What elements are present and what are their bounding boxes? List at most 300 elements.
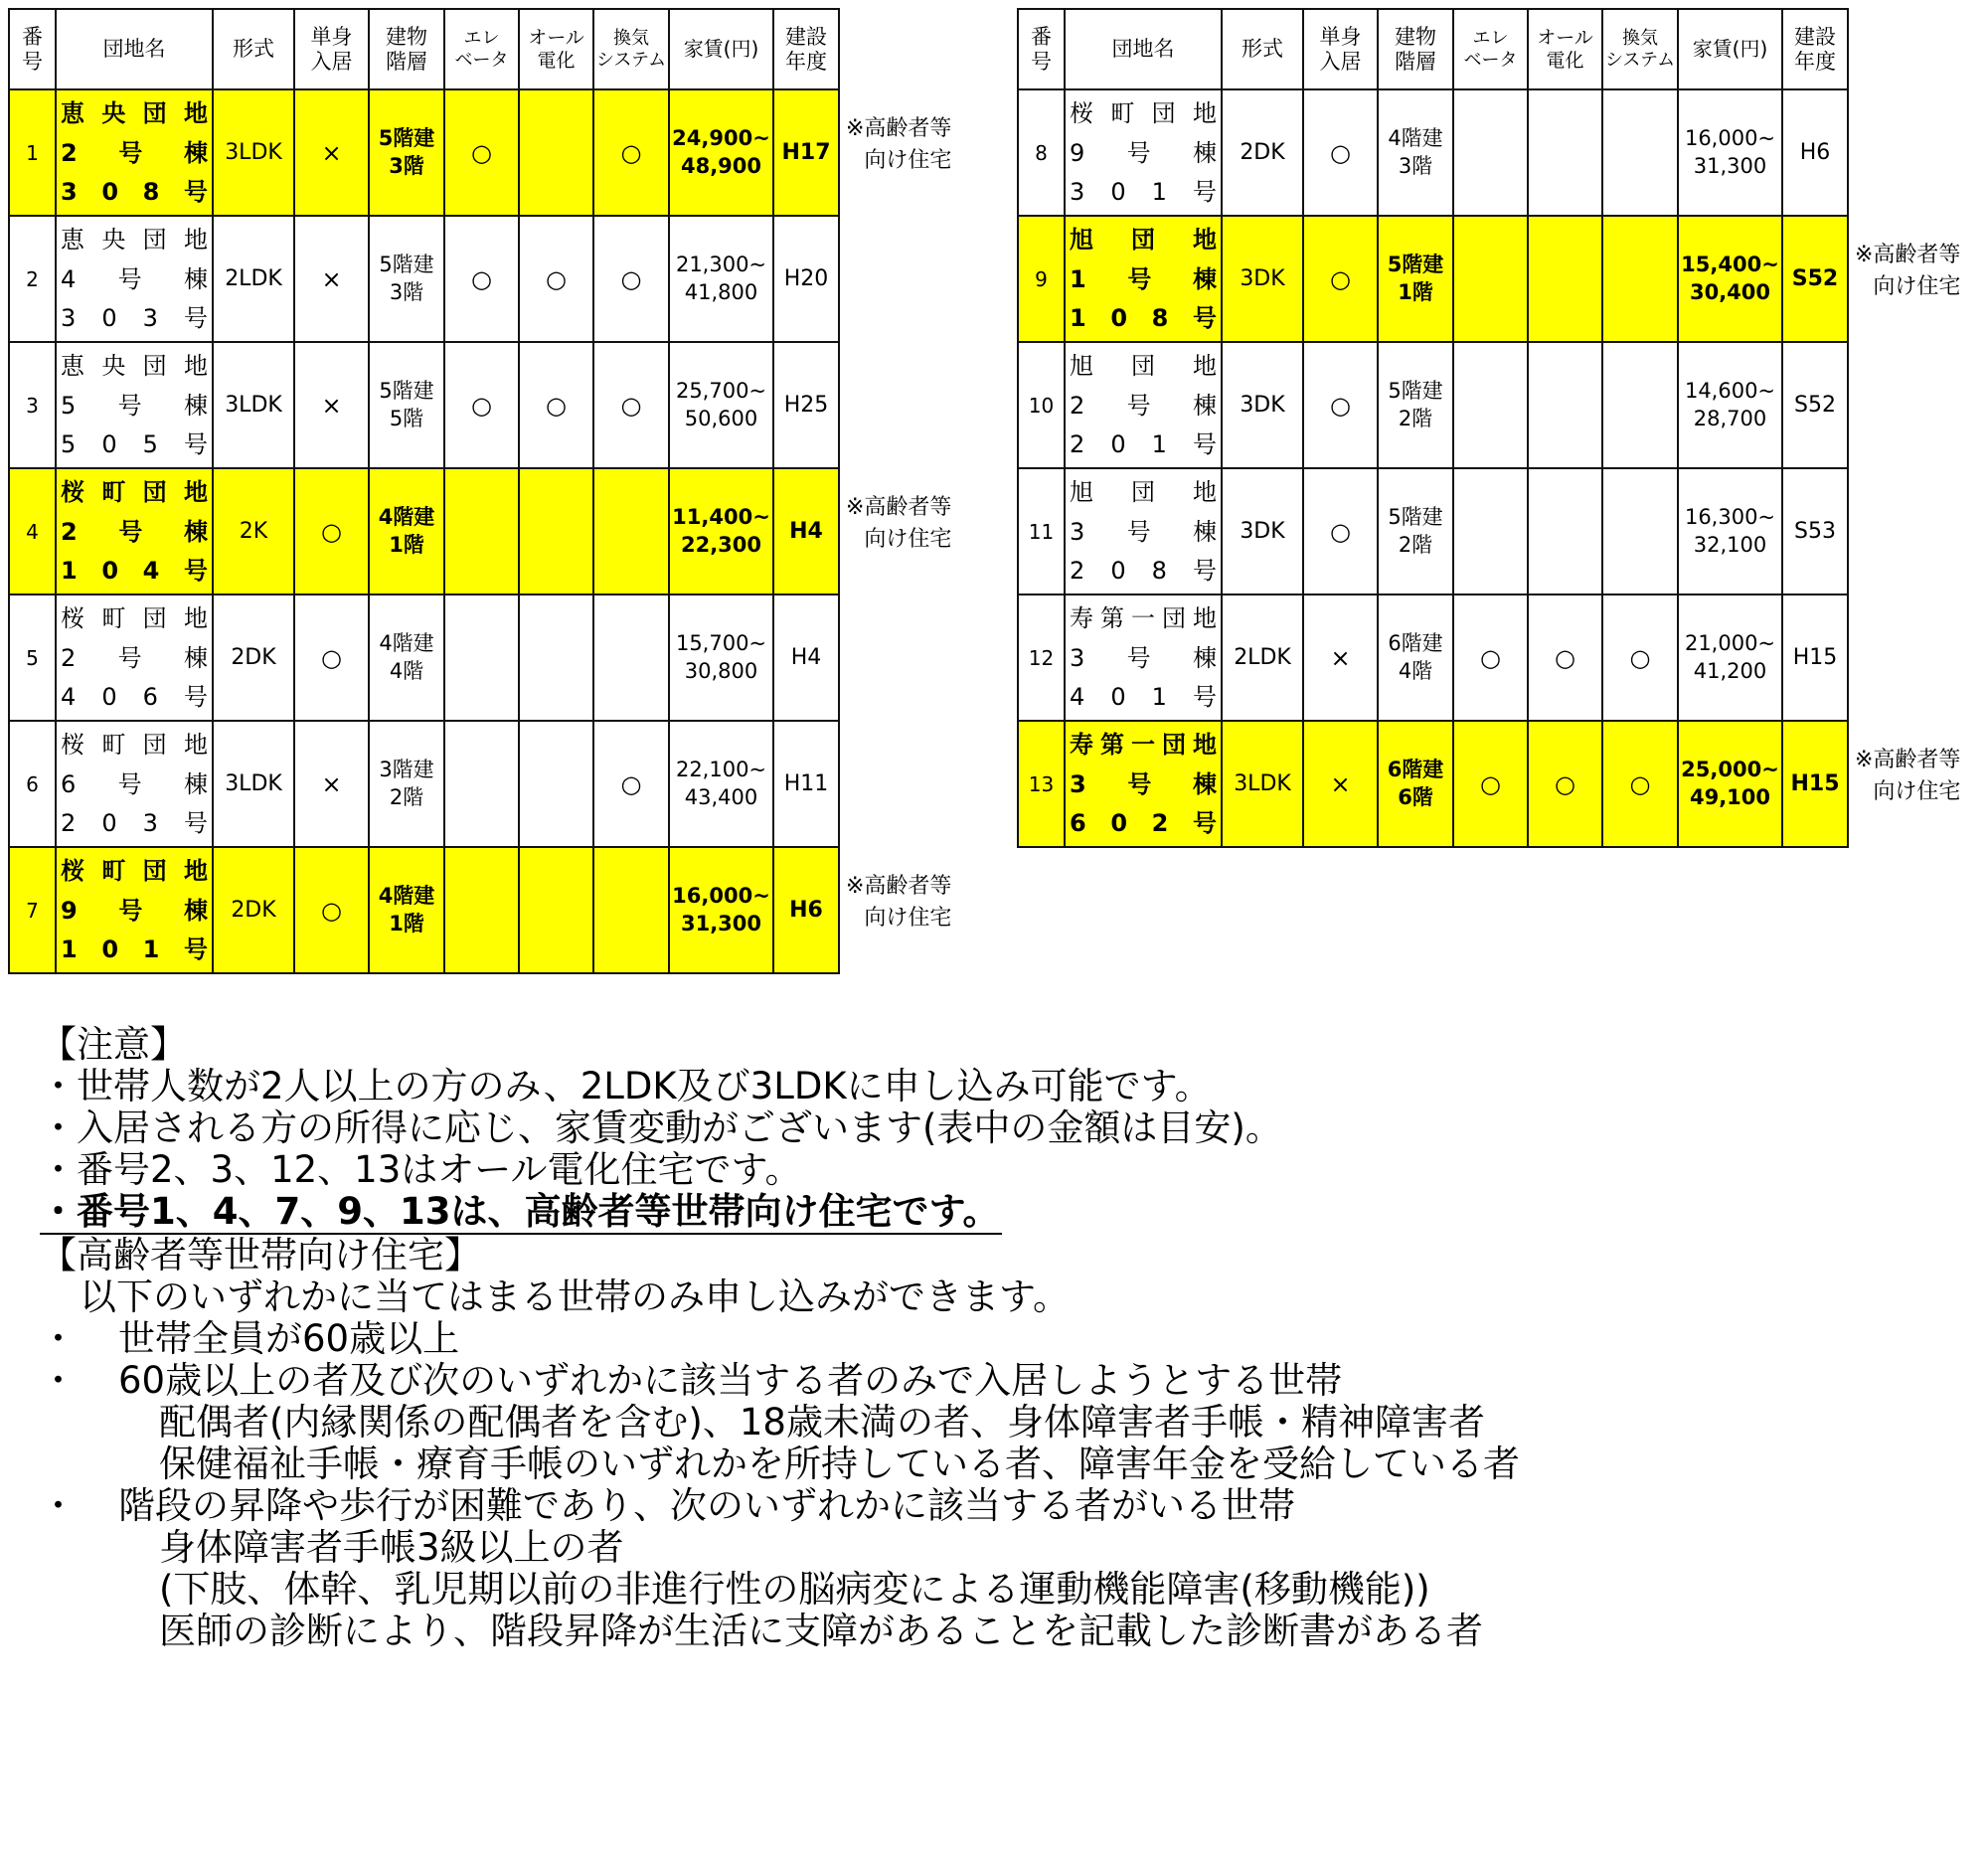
complex-name-cell xyxy=(1065,89,1222,216)
name-char: 2 xyxy=(61,643,77,672)
header-elevator: エレ ベータ xyxy=(444,9,519,89)
complex-name-line xyxy=(61,347,208,385)
unit-number: 6 xyxy=(9,721,56,847)
unit-type: 2LDK xyxy=(1222,595,1303,721)
elevator xyxy=(1453,89,1528,216)
all-electric xyxy=(519,847,593,973)
caution-item: ・入居される方の所得に応じ、家賃変動がございます(表中の金額は目安)。 xyxy=(40,1106,1282,1149)
name-char: 央 xyxy=(101,99,126,127)
unit-type: 3DK xyxy=(1222,216,1303,342)
complex-name-line xyxy=(61,513,208,551)
building-floors: 5階建 3階 xyxy=(369,89,444,216)
single-occupancy: × xyxy=(1303,721,1378,847)
all-electric xyxy=(519,595,593,721)
elderly-title: 【高齢者等世帯向け住宅】 xyxy=(40,1234,481,1276)
name-char: 恵 xyxy=(61,226,84,254)
name-char: 棟 xyxy=(184,391,208,420)
building-floors: 4階建 1階 xyxy=(369,468,444,595)
complex-name-line xyxy=(61,599,208,637)
name-char: 3 xyxy=(61,178,78,206)
name-char: 号 xyxy=(117,264,142,293)
name-char: 地 xyxy=(183,352,208,380)
ventilation-system xyxy=(593,468,669,595)
complex-name-line xyxy=(61,892,208,930)
complex-name xyxy=(57,471,212,592)
name-char: 1 xyxy=(1070,304,1086,332)
name-char: 0 xyxy=(101,304,117,332)
name-char: 一 xyxy=(1131,731,1155,759)
complex-name-line xyxy=(1070,678,1217,716)
complex-name-line xyxy=(61,173,208,211)
all-electric xyxy=(519,89,593,216)
name-char: 団 xyxy=(1131,478,1155,506)
header-name: 団地名 xyxy=(1065,9,1222,89)
building-floors: 6階建 4階 xyxy=(1378,595,1453,721)
complex-name-line xyxy=(61,473,208,511)
complex-name-cell xyxy=(56,595,213,721)
name-char: 旭 xyxy=(1070,478,1093,506)
complex-name-cell xyxy=(1065,468,1222,595)
bullet-mark: ・ xyxy=(40,1484,77,1527)
construction-year: S53 xyxy=(1782,468,1848,595)
unit-number: 8 xyxy=(1018,89,1065,216)
name-char: 棟 xyxy=(184,769,208,798)
name-char: 地 xyxy=(183,857,208,885)
unit-number: 1 xyxy=(9,89,56,216)
name-char: 団 xyxy=(142,857,167,885)
ventilation-system xyxy=(593,847,669,973)
complex-name-line xyxy=(1070,173,1217,211)
construction-year: H6 xyxy=(773,847,839,973)
complex-name-line xyxy=(61,765,208,803)
single-occupancy: ○ xyxy=(294,468,369,595)
unit-type: 2DK xyxy=(213,847,294,973)
name-char: 団 xyxy=(142,731,167,759)
name-char: 号 xyxy=(183,557,208,585)
name-char: 6 xyxy=(61,769,77,798)
name-char: 桜 xyxy=(61,478,84,506)
rent-range: 16,000~ 31,300 xyxy=(669,847,773,973)
ventilation-system xyxy=(593,595,669,721)
header-floors: 建物 階層 xyxy=(1378,9,1453,89)
name-char: 2 xyxy=(61,809,77,837)
name-char: 地 xyxy=(183,99,208,127)
building-floors: 6階建 6階 xyxy=(1378,721,1453,847)
header-year: 建設 年度 xyxy=(773,9,839,89)
table-row xyxy=(1018,721,1848,847)
table-row xyxy=(1018,342,1848,468)
table-row xyxy=(1018,595,1848,721)
rent-range: 25,700~ 50,600 xyxy=(669,342,773,468)
header-ventilation: 換気 システム xyxy=(593,9,669,89)
complex-name-cell xyxy=(1065,721,1222,847)
complex-name-line xyxy=(1070,260,1217,298)
unit-number: 13 xyxy=(1018,721,1065,847)
unit-type: 3LDK xyxy=(213,89,294,216)
name-char: 2 xyxy=(1070,430,1085,458)
complex-name-cell xyxy=(56,721,213,847)
elevator xyxy=(444,468,519,595)
name-char: 1 xyxy=(1151,178,1167,206)
complex-name-cell xyxy=(56,468,213,595)
name-char: 0 xyxy=(1110,430,1126,458)
rent-range: 16,000~ 31,300 xyxy=(1678,89,1782,216)
name-char: 第 xyxy=(1100,731,1124,759)
complex-name-line xyxy=(1070,639,1217,677)
all-electric xyxy=(1528,342,1602,468)
unit-type: 3DK xyxy=(1222,468,1303,595)
name-char: 棟 xyxy=(1192,264,1217,293)
name-char: 6 xyxy=(142,683,158,711)
name-char: 号 xyxy=(183,430,208,458)
name-char: 棟 xyxy=(184,264,208,293)
name-char: 6 xyxy=(1070,809,1086,837)
complex-name-cell xyxy=(1065,595,1222,721)
name-char: 号 xyxy=(117,391,142,420)
complex-name-line xyxy=(61,387,208,425)
elderly-housing-tag: ※高齢者等 向け住宅 xyxy=(1855,747,1961,804)
unit-number: 7 xyxy=(9,847,56,973)
complex-name xyxy=(57,597,212,718)
complex-name xyxy=(57,724,212,844)
name-char: 団 xyxy=(1162,731,1186,759)
name-char: 0 xyxy=(1110,557,1126,585)
single-occupancy: × xyxy=(1303,595,1378,721)
elevator xyxy=(444,847,519,973)
name-char: 地 xyxy=(183,226,208,254)
complex-name-line xyxy=(61,852,208,890)
building-floors: 5階建 5階 xyxy=(369,342,444,468)
name-char: 旭 xyxy=(1070,352,1093,380)
name-char: 号 xyxy=(1192,430,1217,458)
table-row xyxy=(1018,216,1848,342)
name-char: 町 xyxy=(101,857,126,885)
name-char: 4 xyxy=(1070,683,1085,711)
all-electric xyxy=(519,721,593,847)
unit-type: 2K xyxy=(213,468,294,595)
bullet-subtext: 身体障害者手帳3級以上の者 xyxy=(159,1526,624,1569)
name-char: 号 xyxy=(118,517,143,546)
name-char: 桜 xyxy=(61,731,84,759)
single-occupancy: ○ xyxy=(1303,216,1378,342)
name-char: 恵 xyxy=(61,99,84,127)
ventilation-system xyxy=(1602,342,1678,468)
header-floors: 建物 階層 xyxy=(369,9,444,89)
ventilation-system: ○ xyxy=(1602,595,1678,721)
name-char: 旭 xyxy=(1070,226,1093,254)
unit-type: 3LDK xyxy=(213,342,294,468)
header-single: 単身 入居 xyxy=(294,9,369,89)
name-char: 0 xyxy=(101,809,117,837)
construction-year: H4 xyxy=(773,468,839,595)
name-char: 0 xyxy=(101,178,119,206)
unit-type: 2DK xyxy=(213,595,294,721)
construction-year: H4 xyxy=(773,595,839,721)
elevator xyxy=(444,595,519,721)
header-single: 単身 入居 xyxy=(1303,9,1378,89)
complex-name-line xyxy=(1070,221,1217,258)
name-char: 号 xyxy=(117,643,142,672)
complex-name-cell xyxy=(56,342,213,468)
complex-name-line xyxy=(61,299,208,337)
name-char: 号 xyxy=(1192,809,1217,837)
complex-name-line xyxy=(61,639,208,677)
complex-name xyxy=(1066,345,1221,465)
name-char: 5 xyxy=(61,391,77,420)
building-floors: 5階建 2階 xyxy=(1378,468,1453,595)
header-type: 形式 xyxy=(213,9,294,89)
rent-range: 15,700~ 30,800 xyxy=(669,595,773,721)
complex-name-line xyxy=(61,678,208,716)
header-rent: 家賃(円) xyxy=(1678,9,1782,89)
complex-name-cell xyxy=(56,89,213,216)
header-all_electric: オール 電化 xyxy=(1528,9,1602,89)
name-char: 4 xyxy=(61,683,77,711)
construction-year: H6 xyxy=(1782,89,1848,216)
elevator: ○ xyxy=(1453,595,1528,721)
name-char: 棟 xyxy=(183,896,208,925)
name-char: 町 xyxy=(101,478,126,506)
ventilation-system: ○ xyxy=(593,721,669,847)
complex-name xyxy=(57,345,212,465)
name-char: 町 xyxy=(101,731,126,759)
name-char: 地 xyxy=(183,731,208,759)
single-occupancy: × xyxy=(294,721,369,847)
ventilation-system xyxy=(1602,216,1678,342)
bullet-text: 階段の昇降や歩行が困難であり、次のいずれかに該当する者がいる世帯 xyxy=(118,1484,1295,1527)
name-char: 9 xyxy=(61,896,78,925)
name-char: 棟 xyxy=(1192,769,1217,798)
name-char: 地 xyxy=(183,604,208,632)
name-char: 2 xyxy=(1070,557,1085,585)
table-row xyxy=(9,89,839,216)
unit-number: 5 xyxy=(9,595,56,721)
construction-year: H11 xyxy=(773,721,839,847)
building-floors: 3階建 2階 xyxy=(369,721,444,847)
name-char: 桜 xyxy=(61,604,84,632)
single-occupancy: × xyxy=(294,342,369,468)
complex-name-line xyxy=(1070,513,1217,551)
table-row xyxy=(1018,468,1848,595)
name-char: 2 xyxy=(1070,391,1085,420)
complex-name-line xyxy=(61,726,208,764)
name-char: 棟 xyxy=(1193,517,1217,546)
name-char: 号 xyxy=(117,769,142,798)
name-char: 4 xyxy=(142,557,160,585)
units-table-right xyxy=(1017,8,1849,848)
complex-name-line xyxy=(1070,599,1217,637)
name-char: 地 xyxy=(183,478,208,506)
unit-number: 2 xyxy=(9,216,56,342)
name-char: 号 xyxy=(1192,178,1217,206)
complex-name-line xyxy=(61,94,208,132)
complex-name xyxy=(1066,597,1221,718)
elderly-housing-tag: ※高齢者等 向け住宅 xyxy=(846,494,952,552)
name-char: 0 xyxy=(1110,809,1128,837)
name-char: 団 xyxy=(142,352,167,380)
building-floors: 4階建 4階 xyxy=(369,595,444,721)
building-floors: 5階建 3階 xyxy=(369,216,444,342)
caution-item: ・番号2、3、12、13はオール電化住宅です。 xyxy=(40,1148,802,1191)
table-row xyxy=(1018,89,1848,216)
table-row xyxy=(9,721,839,847)
complex-name-line xyxy=(1070,765,1217,803)
name-char: 8 xyxy=(1151,557,1167,585)
single-occupancy: ○ xyxy=(294,595,369,721)
single-occupancy: ○ xyxy=(1303,468,1378,595)
construction-year: H15 xyxy=(1782,721,1848,847)
all-electric: ○ xyxy=(519,342,593,468)
bullet-subtext: 医師の診断により、階段昇降が生活に支障があることを記載した診断書がある者 xyxy=(159,1610,1483,1652)
complex-name-line xyxy=(1070,299,1217,337)
complex-name xyxy=(57,219,212,339)
notes-section xyxy=(40,1024,1988,1652)
elderly-housing-tag: ※高齢者等 向け住宅 xyxy=(846,115,952,173)
elevator: ○ xyxy=(444,216,519,342)
name-char: 1 xyxy=(1070,264,1086,293)
name-char: 号 xyxy=(118,138,143,167)
name-char: 桜 xyxy=(1070,99,1093,127)
complex-name-line xyxy=(61,804,208,842)
name-char: 3 xyxy=(1070,178,1085,206)
complex-name-line xyxy=(1070,804,1217,842)
bullet-subtext: 配偶者(内縁関係の配偶者を含む)、18歳未満の者、身体障害者手帳・精神障害者 xyxy=(159,1401,1485,1444)
table-row xyxy=(9,216,839,342)
construction-year: H25 xyxy=(773,342,839,468)
name-char: 地 xyxy=(1193,352,1217,380)
name-char: 央 xyxy=(101,226,126,254)
name-char: 号 xyxy=(1192,304,1217,332)
name-char: 4 xyxy=(61,264,77,293)
ventilation-system: ○ xyxy=(593,89,669,216)
name-char: 2 xyxy=(1151,809,1169,837)
unit-number: 3 xyxy=(9,342,56,468)
name-char: 3 xyxy=(142,304,158,332)
header-year: 建設 年度 xyxy=(1782,9,1848,89)
rent-range: 25,000~ 49,100 xyxy=(1678,721,1782,847)
all-electric: ○ xyxy=(1528,721,1602,847)
name-char: 5 xyxy=(142,430,158,458)
name-char: 棟 xyxy=(1193,138,1217,167)
header-all_electric: オール 電化 xyxy=(519,9,593,89)
name-char: 寿 xyxy=(1070,731,1093,759)
elderly-housing-tag: ※高齢者等 向け住宅 xyxy=(1855,242,1961,299)
complex-name-line xyxy=(61,260,208,298)
name-char: 号 xyxy=(183,683,208,711)
complex-name-line xyxy=(61,134,208,172)
building-floors: 4階建 3階 xyxy=(1378,89,1453,216)
name-char: 号 xyxy=(1192,683,1217,711)
name-char: 8 xyxy=(1151,304,1169,332)
name-char: 町 xyxy=(101,604,126,632)
table-row xyxy=(9,847,839,973)
name-char: 地 xyxy=(1193,226,1217,254)
name-char: 棟 xyxy=(183,517,208,546)
name-char: 一 xyxy=(1131,604,1155,632)
complex-name xyxy=(1066,219,1221,339)
name-char: 0 xyxy=(1110,304,1128,332)
name-char: 3 xyxy=(1070,517,1085,546)
rent-range: 21,000~ 41,200 xyxy=(1678,595,1782,721)
single-occupancy: × xyxy=(294,89,369,216)
complex-name-line xyxy=(1070,425,1217,463)
bullet-subtext: 保健福祉手帳・療育手帳のいずれかを所持している者、障害年金を受給している者 xyxy=(159,1443,1520,1485)
name-char: 団 xyxy=(142,226,167,254)
single-occupancy: ○ xyxy=(294,847,369,973)
rent-range: 24,900~ 48,900 xyxy=(669,89,773,216)
name-char: 団 xyxy=(1131,352,1155,380)
header-type: 形式 xyxy=(1222,9,1303,89)
all-electric xyxy=(519,468,593,595)
name-char: 号 xyxy=(1126,391,1151,420)
bullet-subtext: (下肢、体幹、乳児期以前の非進行性の脳病変による運動機能障害(移動機能)) xyxy=(159,1568,1430,1611)
elevator: ○ xyxy=(444,342,519,468)
header-ventilation: 換気 システム xyxy=(1602,9,1678,89)
unit-type: 3DK xyxy=(1222,342,1303,468)
elevator xyxy=(444,721,519,847)
name-char: 棟 xyxy=(1193,643,1217,672)
name-char: 号 xyxy=(1127,769,1152,798)
units-table-left xyxy=(8,8,840,974)
name-char: 1 xyxy=(61,557,78,585)
name-char: 3 xyxy=(142,809,158,837)
building-floors: 4階建 1階 xyxy=(369,847,444,973)
name-char: 団 xyxy=(1131,226,1155,254)
unit-number: 10 xyxy=(1018,342,1065,468)
rent-range: 14,600~ 28,700 xyxy=(1678,342,1782,468)
header-elevator: エレ ベータ xyxy=(1453,9,1528,89)
name-char: 団 xyxy=(142,478,167,506)
name-char: 号 xyxy=(1126,643,1151,672)
caution-item: ・世帯人数が2人以上の方のみ、2LDK及び3LDKに申し込み可能です。 xyxy=(40,1065,1212,1107)
name-char: 棟 xyxy=(1193,391,1217,420)
complex-name-line xyxy=(1070,387,1217,425)
complex-name xyxy=(1066,92,1221,213)
rent-range: 21,300~ 41,800 xyxy=(669,216,773,342)
elevator: ○ xyxy=(1453,721,1528,847)
complex-name-line xyxy=(61,425,208,463)
name-char: 3 xyxy=(1070,643,1085,672)
name-char: 地 xyxy=(1193,731,1217,759)
name-char: 央 xyxy=(101,352,126,380)
name-char: 1 xyxy=(1151,430,1167,458)
name-char: 0 xyxy=(101,557,119,585)
unit-type: 2DK xyxy=(1222,89,1303,216)
name-char: 5 xyxy=(61,430,77,458)
complex-name xyxy=(57,92,212,213)
name-char: 0 xyxy=(101,935,119,963)
name-char: 棟 xyxy=(184,643,208,672)
all-electric xyxy=(1528,468,1602,595)
complex-name-line xyxy=(1070,473,1217,511)
single-occupancy: ○ xyxy=(1303,342,1378,468)
all-electric: ○ xyxy=(519,216,593,342)
header-no: 番 号 xyxy=(9,9,56,89)
table-row xyxy=(9,468,839,595)
complex-name xyxy=(1066,471,1221,592)
name-char: 0 xyxy=(101,430,117,458)
name-char: 8 xyxy=(142,178,160,206)
complex-name xyxy=(1066,724,1221,844)
name-char: 2 xyxy=(61,517,78,546)
single-occupancy: × xyxy=(294,216,369,342)
building-floors: 5階建 1階 xyxy=(1378,216,1453,342)
complex-name-line xyxy=(1070,134,1217,172)
table-row xyxy=(9,342,839,468)
name-char: 地 xyxy=(1193,478,1217,506)
bullet-mark: ・ xyxy=(40,1317,77,1360)
construction-year: H15 xyxy=(1782,595,1848,721)
